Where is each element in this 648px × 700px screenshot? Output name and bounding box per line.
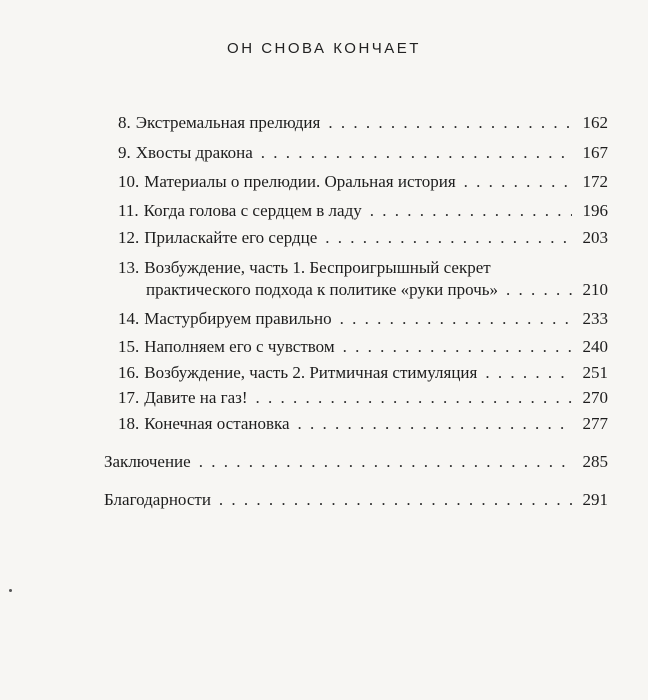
dot-leader	[464, 171, 572, 193]
dot-leader	[340, 308, 572, 330]
toc-entry	[118, 308, 608, 330]
toc-entry-title: Заключение	[104, 452, 191, 471]
toc-entry-title: Приласкайте его сердце	[144, 228, 318, 247]
toc-entry-number: 13.	[118, 258, 140, 277]
toc-entry-title: Возбуждение, часть 2. Ритмичная стимуляция	[144, 363, 478, 382]
toc-entry-number: 11.	[118, 201, 139, 220]
dot-leader	[256, 387, 572, 409]
toc-entry-title: Экстремальная прелюдия	[135, 113, 321, 132]
toc-entry	[118, 336, 608, 358]
toc-entry-number: 14.	[118, 309, 140, 328]
toc-entry-number: 12.	[118, 228, 140, 247]
toc-entry-title: Благодарности	[104, 490, 211, 509]
dot-leader	[325, 227, 572, 249]
toc-entry	[118, 362, 608, 384]
toc-entry-number: 15.	[118, 337, 140, 356]
toc-entry-title: Конечная остановка	[144, 414, 290, 433]
dot-leader	[343, 336, 572, 358]
toc-entry-number: 10.	[118, 172, 140, 191]
toc-entry-page: 167	[582, 143, 608, 162]
toc-entry-number: 9.	[118, 143, 131, 162]
toc-entry-number: 16.	[118, 363, 140, 382]
toc-entry-page: 251	[582, 363, 608, 382]
stray-ink-dot	[9, 589, 12, 592]
toc-entry-page: 285	[582, 452, 608, 471]
toc-entry-acknowledgements	[104, 489, 608, 511]
toc-entry-title: Когда голова с сердцем в ладу	[143, 201, 362, 220]
toc-entry-conclusion	[104, 451, 608, 473]
toc-entry-page: 277	[582, 414, 608, 433]
toc-entry-page: 196	[582, 201, 608, 220]
toc-entry-page: 233	[582, 309, 608, 328]
toc-entry-page: 172	[582, 172, 608, 191]
dot-leader	[506, 279, 572, 301]
toc-entry	[118, 227, 608, 249]
toc-entry-title: Наполняем его с чувством	[144, 337, 335, 356]
dot-leader	[219, 489, 572, 511]
toc-entry-page: 162	[582, 113, 608, 132]
toc-entry-title: Хвосты дракона	[135, 143, 253, 162]
toc-entry-page: 270	[582, 388, 608, 407]
toc-entry	[118, 257, 608, 301]
toc-entry	[118, 112, 608, 134]
toc-entry-number: 8.	[118, 113, 131, 132]
toc-entry	[118, 142, 608, 164]
toc-entry	[118, 171, 608, 193]
toc-entry	[118, 387, 608, 409]
toc-entry-title: Давите на газ!	[144, 388, 248, 407]
toc-entry-page: 203	[582, 228, 608, 247]
dot-leader	[485, 362, 572, 384]
dot-leader	[199, 451, 572, 473]
dot-leader	[370, 200, 572, 222]
toc-entry-page: 240	[582, 337, 608, 356]
toc-entry	[118, 413, 608, 435]
toc-entry-title: Материалы о прелюдии. Оральная история	[144, 172, 456, 191]
dot-leader	[298, 413, 572, 435]
dot-leader	[328, 112, 572, 134]
toc-entry-page: 210	[582, 280, 608, 299]
toc-entry-number: 17.	[118, 388, 140, 407]
toc-entry-title: Возбуждение, часть 1. Беспроигрышный секрет	[144, 258, 491, 277]
toc-entry-number: 18.	[118, 414, 140, 433]
dot-leader	[261, 142, 572, 164]
toc-entry	[118, 200, 608, 222]
running-head: ОН СНОВА КОНЧАЕТ	[227, 40, 421, 57]
toc-entry-title-continuation: практического подхода к политике «руки прочь»	[146, 280, 498, 299]
toc-entry-page: 291	[582, 490, 608, 509]
toc-entry-title: Мастурбируем правильно	[144, 309, 332, 328]
